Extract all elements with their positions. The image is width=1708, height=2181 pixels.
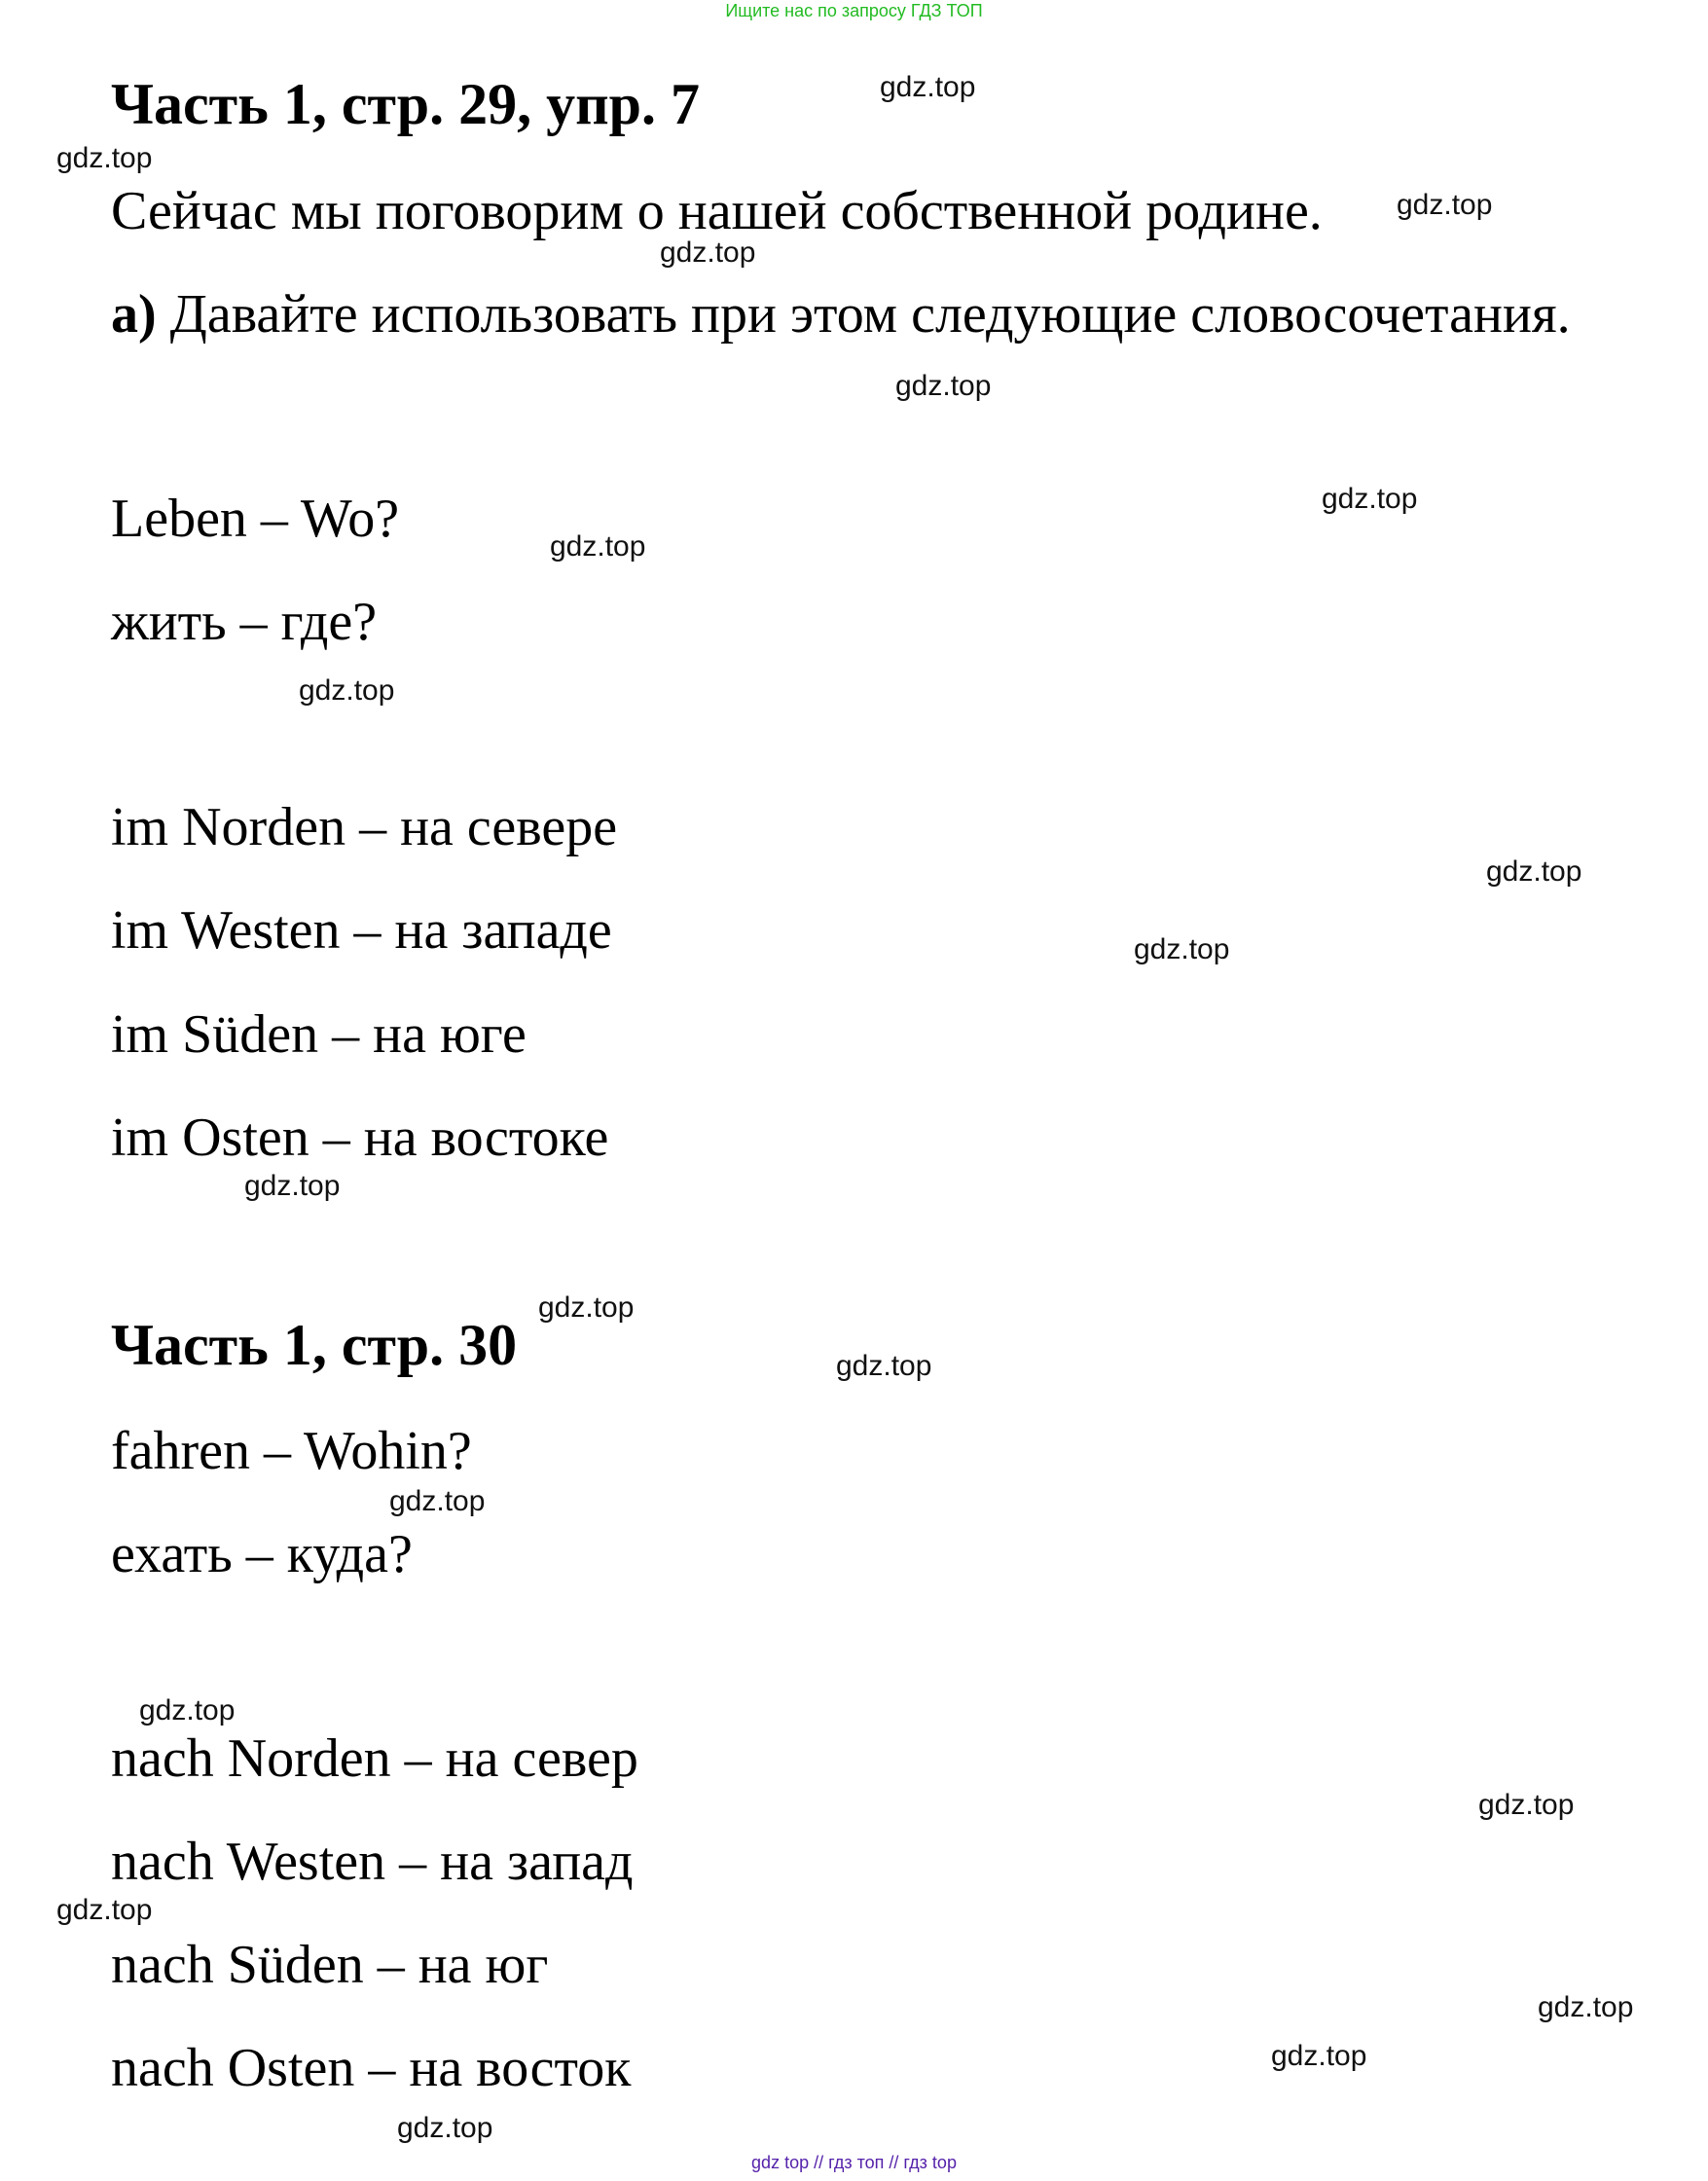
task-line [111, 282, 1571, 346]
task-text: Давайте использовать при этом следующие словосочетания. [169, 284, 1571, 345]
watermark: gdz.top [660, 236, 756, 269]
where-item-west: im Westen – на западе [111, 900, 612, 961]
watermark: gdz.top [56, 142, 153, 174]
whither-item-east: nach Osten – на восток [111, 2038, 632, 2098]
top-banner: Ищите нас по запросу ГДЗ ТОП [725, 1, 983, 20]
watermark: gdz.top [397, 2112, 493, 2144]
question-where-ru: жить – где? [111, 592, 378, 652]
watermark: gdz.top [880, 71, 976, 103]
watermark: gdz.top [1134, 933, 1230, 965]
question-whither-ru: ехать – куда? [111, 1524, 413, 1584]
task-label: а) [111, 284, 157, 345]
intro-text: Сейчас мы поговорим о нашей собственной родине. [111, 181, 1323, 241]
footer: gdz top // гдз топ // гдз top [751, 2153, 957, 2172]
watermark: gdz.top [244, 1170, 341, 1202]
watermark: gdz.top [1478, 1789, 1575, 1821]
where-item-east: im Osten – на востоке [111, 1108, 609, 1168]
whither-item-south: nach Süden – на юг [111, 1935, 549, 1995]
watermark: gdz.top [836, 1350, 932, 1382]
watermark: gdz.top [1271, 2040, 1367, 2072]
section-2-title: Часть 1, стр. 30 [111, 1313, 518, 1377]
watermark: gdz.top [139, 1694, 236, 1727]
watermark: gdz.top [299, 674, 395, 707]
watermark: gdz.top [389, 1485, 486, 1517]
watermark: gdz.top [1397, 189, 1493, 221]
watermark: gdz.top [1322, 483, 1418, 515]
watermark: gdz.top [1538, 1991, 1634, 2023]
watermark: gdz.top [550, 530, 646, 563]
whither-item-west: nach Westen – на запад [111, 1832, 634, 1892]
where-item-south: im Süden – на юге [111, 1004, 527, 1065]
watermark: gdz.top [538, 1291, 635, 1324]
question-where-de: Leben – Wo? [111, 489, 400, 549]
whither-item-north: nach Norden – на север [111, 1728, 638, 1789]
section-1-title: Часть 1, стр. 29, упр. 7 [111, 72, 701, 136]
watermark: gdz.top [1486, 855, 1582, 888]
where-item-north: im Norden – на севере [111, 797, 618, 857]
watermark: gdz.top [895, 370, 992, 402]
watermark: gdz.top [56, 1894, 153, 1926]
question-whither-de: fahren – Wohin? [111, 1421, 472, 1481]
